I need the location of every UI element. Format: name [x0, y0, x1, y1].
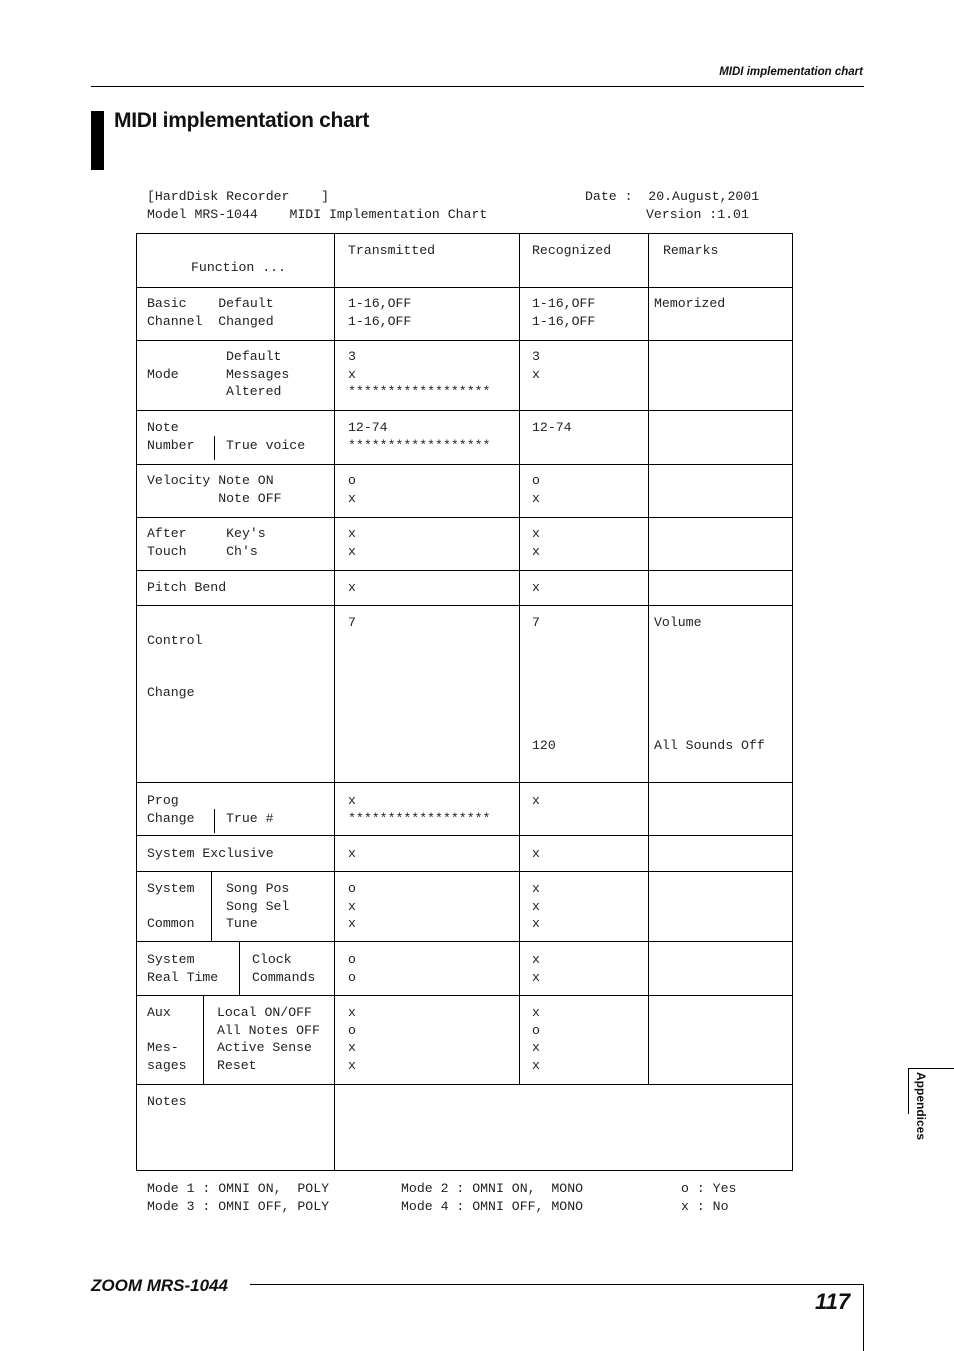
mode-transmitted: 3 x ****************** — [348, 349, 491, 400]
row-divider — [137, 517, 792, 518]
column-divider — [519, 234, 520, 1084]
mode-subfunction: Default Messages Altered — [226, 349, 290, 400]
side-tab-appendices — [908, 1072, 942, 1162]
control-change-function: Control Change — [147, 632, 203, 701]
mode-function: Mode — [147, 367, 179, 382]
basic-channel-remarks: Memorized — [654, 296, 726, 311]
prog-change-subfunction: True # — [226, 811, 274, 826]
footer-vrule — [863, 1284, 864, 1351]
chart-header-model: Model MRS-1044 MIDI Implementation Chart — [147, 207, 488, 222]
system-exclusive-function: System Exclusive — [147, 846, 274, 861]
control-change-transmitted: 7 — [348, 615, 356, 630]
after-touch-transmitted: x x — [348, 526, 356, 559]
velocity-recognized: o x — [532, 473, 540, 506]
basic-channel-transmitted: 1-16,OFF 1-16,OFF — [348, 296, 412, 329]
row-divider — [137, 340, 792, 341]
row-divider — [137, 941, 792, 942]
legend-modes-1-3: Mode 1 : OMNI ON, POLY Mode 3 : OMNI OFF, POLY — [147, 1181, 330, 1214]
footer-brand: ZOOM MRS-1044 — [91, 1276, 228, 1295]
legend-symbols: o : Yes x : No — [681, 1181, 737, 1214]
pitch-bend-transmitted: x — [348, 580, 356, 595]
row-divider — [137, 570, 792, 571]
system-common-function: System Common — [147, 881, 195, 932]
after-touch-recognized: x x — [532, 526, 540, 559]
footer-rule — [250, 1284, 864, 1285]
system-common-transmitted: o x x — [348, 881, 356, 932]
row-divider — [137, 995, 792, 996]
sub-divider — [239, 941, 240, 995]
sub-divider — [214, 436, 215, 460]
header-transmitted: Transmitted — [348, 243, 436, 258]
mode-recognized: 3 x — [532, 349, 540, 382]
system-real-time-function: System Real Time — [147, 952, 219, 985]
row-divider — [137, 835, 792, 836]
page-number: 117 — [815, 1289, 851, 1314]
note-number-subfunction: True voice — [226, 438, 306, 453]
notes-function: Notes — [147, 1094, 187, 1109]
system-real-time-recognized: x x — [532, 952, 540, 985]
row-divider — [137, 410, 792, 411]
note-number-transmitted: 12-74 ****************** — [348, 420, 491, 453]
prog-change-transmitted: x ****************** — [348, 793, 491, 826]
column-divider — [334, 234, 335, 1171]
row-divider — [137, 1084, 792, 1085]
system-exclusive-transmitted: x — [348, 846, 356, 861]
prog-change-function: Prog Change — [147, 793, 195, 826]
aux-messages-function: Aux Mes- sages — [147, 1005, 187, 1073]
system-real-time-transmitted: o o — [348, 952, 356, 985]
header-rule — [91, 86, 864, 87]
header-remarks: Remarks — [663, 243, 719, 258]
sub-divider — [203, 995, 204, 1084]
prog-change-recognized: x — [532, 793, 540, 808]
column-divider — [648, 234, 649, 1084]
pitch-bend-recognized: x — [532, 580, 540, 595]
basic-channel-recognized: 1-16,OFF 1-16,OFF — [532, 296, 596, 329]
basic-channel-function: Basic Default Channel Changed — [147, 296, 274, 329]
note-number-function: Note Number — [147, 420, 195, 453]
legend-modes-2-4: Mode 2 : OMNI ON, MONO Mode 4 : OMNI OFF, MONO — [401, 1181, 584, 1214]
chart-header-date: Date : 20.August,2001 — [585, 189, 760, 204]
control-change-remarks: Volume All Sounds Off — [654, 615, 765, 754]
aux-messages-recognized: x o x x — [532, 1005, 540, 1073]
after-touch-function: After Key's Touch Ch's — [147, 526, 266, 559]
system-real-time-subfunction: Clock Commands — [252, 952, 316, 985]
header-function: Function ... — [191, 260, 286, 275]
pitch-bend-function: Pitch Bend — [147, 580, 227, 595]
aux-messages-transmitted: x o x x — [348, 1005, 356, 1073]
page-title: MIDI implementation chart — [114, 109, 370, 132]
sub-divider — [211, 871, 212, 941]
row-divider — [137, 287, 792, 288]
note-number-recognized: 12-74 — [532, 420, 572, 435]
row-divider — [137, 871, 792, 872]
side-tab-border — [908, 1068, 954, 1069]
midi-implementation-table — [136, 233, 793, 1171]
aux-messages-subfunction: Local ON/OFF All Notes OFF Active Sense Reset — [217, 1005, 320, 1073]
title-bar — [91, 111, 104, 170]
side-tab-label: Appendices — [914, 1072, 928, 1141]
row-divider — [137, 782, 792, 783]
system-common-recognized: x x x — [532, 881, 540, 932]
velocity-transmitted: o x — [348, 473, 356, 506]
running-header: MIDI implementation chart — [719, 66, 863, 78]
control-change-recognized: 7 120 — [532, 615, 556, 754]
chart-header-version: Version :1.01 — [646, 207, 749, 222]
system-common-subfunction: Song Pos Song Sel Tune — [226, 881, 290, 932]
header-recognized: Recognized — [532, 243, 612, 258]
system-exclusive-recognized: x — [532, 846, 540, 861]
sub-divider — [214, 809, 215, 833]
row-divider — [137, 605, 792, 606]
row-divider — [137, 464, 792, 465]
velocity-function: Velocity Note ON Note OFF — [147, 473, 282, 506]
chart-header-device: [HardDisk Recorder ] — [147, 189, 330, 204]
